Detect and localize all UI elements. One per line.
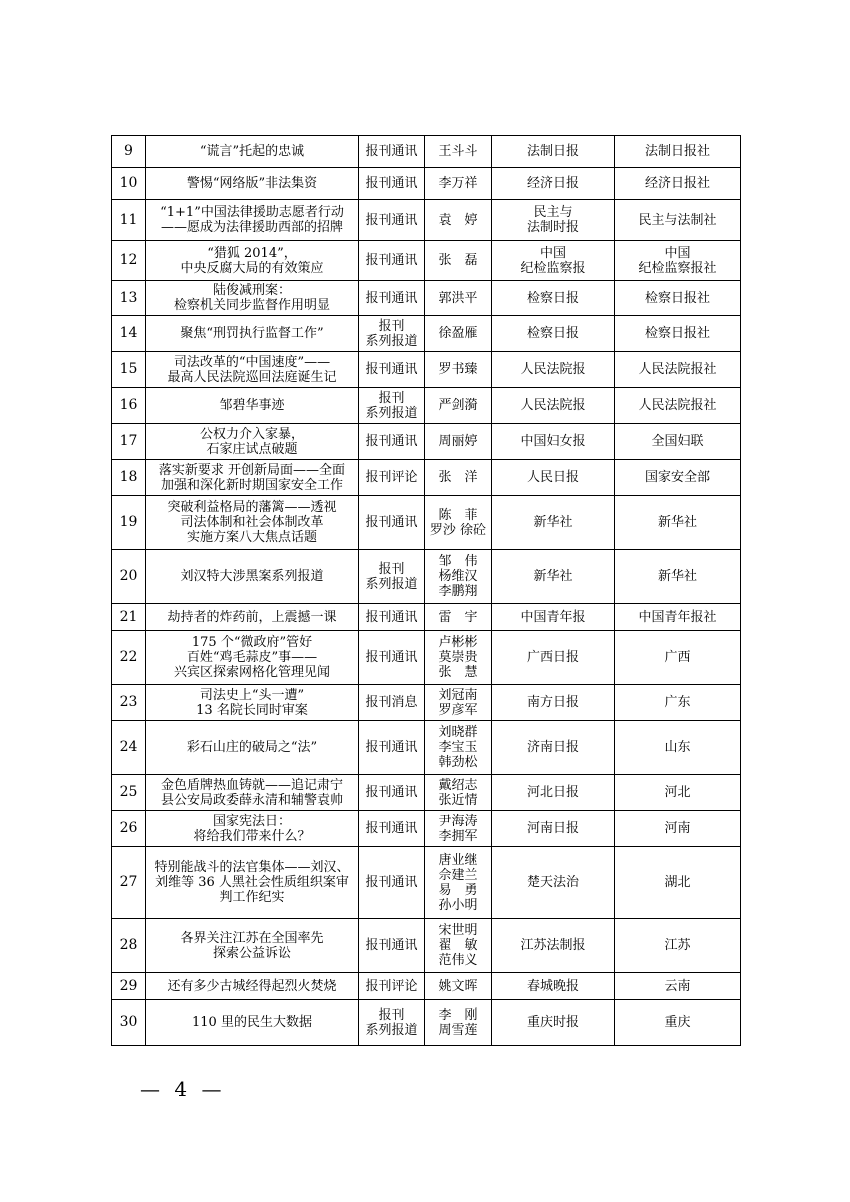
cell-author: 雷 宇 — [425, 604, 492, 631]
table-row — [112, 460, 741, 496]
cell-author: 宋世明 翟 敏 范伟义 — [425, 919, 492, 973]
cell-title: 突破利益格局的藩篱——透视 司法体制和社会体制改革 实施方案八大焦点话题 — [146, 496, 359, 550]
cell-author: 徐盈雁 — [425, 316, 492, 352]
cell-unit: 检察日报社 — [615, 316, 741, 352]
cell-author: 陈 菲 罗沙 徐砼 — [425, 496, 492, 550]
cell-type: 报刊通讯 — [359, 241, 425, 281]
cell-type: 报刊通讯 — [359, 811, 425, 847]
cell-number: 25 — [112, 775, 146, 811]
cell-number: 27 — [112, 847, 146, 919]
cell-media: 中国青年报 — [492, 604, 615, 631]
cell-type: 报刊 系列报道 — [359, 388, 425, 424]
cell-unit: 检察日报社 — [615, 281, 741, 316]
cell-media: 中国 纪检监察报 — [492, 241, 615, 281]
cell-title: 还有多少古城经得起烈火焚烧 — [146, 973, 359, 1000]
cell-author: 袁 婷 — [425, 200, 492, 241]
cell-title: 金色盾牌热血铸就——追记肃宁 县公安局政委薛永清和辅警袁帅 — [146, 775, 359, 811]
cell-number: 20 — [112, 550, 146, 604]
table-row — [112, 550, 741, 604]
cell-number: 22 — [112, 631, 146, 685]
cell-type: 报刊通讯 — [359, 721, 425, 775]
cell-media: 经济日报 — [492, 168, 615, 200]
cell-number: 16 — [112, 388, 146, 424]
cell-number: 26 — [112, 811, 146, 847]
cell-unit: 新华社 — [615, 496, 741, 550]
cell-type: 报刊通讯 — [359, 919, 425, 973]
table-row — [112, 973, 741, 1000]
cell-type: 报刊评论 — [359, 973, 425, 1000]
awards-table — [111, 135, 741, 1046]
cell-number: 11 — [112, 200, 146, 241]
cell-title: 国家宪法日： 将给我们带来什么？ — [146, 811, 359, 847]
cell-title: 各界关注江苏在全国率先 探索公益诉讼 — [146, 919, 359, 973]
cell-author: 严剑漪 — [425, 388, 492, 424]
cell-title: 陆俊减刑案： 检察机关同步监督作用明显 — [146, 281, 359, 316]
table-row — [112, 424, 741, 460]
cell-unit: 民主与法制社 — [615, 200, 741, 241]
cell-type: 报刊 系列报道 — [359, 550, 425, 604]
cell-media: 人民日报 — [492, 460, 615, 496]
cell-author: 郭洪平 — [425, 281, 492, 316]
cell-media: 河北日报 — [492, 775, 615, 811]
cell-number: 9 — [112, 136, 146, 168]
table-row — [112, 352, 741, 388]
cell-unit: 重庆 — [615, 1000, 741, 1046]
cell-unit: 江苏 — [615, 919, 741, 973]
cell-type: 报刊通讯 — [359, 775, 425, 811]
cell-type: 报刊 系列报道 — [359, 316, 425, 352]
cell-unit: 人民法院报社 — [615, 352, 741, 388]
cell-title: 司法史上“头一遭” 13 名院长同时审案 — [146, 685, 359, 721]
cell-author: 王斗斗 — [425, 136, 492, 168]
cell-unit: 法制日报社 — [615, 136, 741, 168]
cell-number: 30 — [112, 1000, 146, 1046]
table-body — [112, 136, 741, 1046]
cell-type: 报刊通讯 — [359, 136, 425, 168]
cell-author: 周丽婷 — [425, 424, 492, 460]
cell-media: 南方日报 — [492, 685, 615, 721]
cell-author: 张 洋 — [425, 460, 492, 496]
cell-unit: 经济日报社 — [615, 168, 741, 200]
table-row — [112, 1000, 741, 1046]
cell-media: 民主与 法制时报 — [492, 200, 615, 241]
cell-title: “谎言”托起的忠诚 — [146, 136, 359, 168]
table-row — [112, 919, 741, 973]
cell-title: 特别能战斗的法官集体——刘汉、 刘维等 36 人黑社会性质组织案审 判工作纪实 — [146, 847, 359, 919]
cell-number: 29 — [112, 973, 146, 1000]
cell-unit: 湖北 — [615, 847, 741, 919]
cell-author: 卢彬彬 莫崇贵 张 慧 — [425, 631, 492, 685]
cell-author: 张 磊 — [425, 241, 492, 281]
cell-type: 报刊通讯 — [359, 847, 425, 919]
cell-number: 18 — [112, 460, 146, 496]
cell-title: 警惕“网络版”非法集资 — [146, 168, 359, 200]
cell-unit: 新华社 — [615, 550, 741, 604]
cell-type: 报刊通讯 — [359, 352, 425, 388]
cell-number: 24 — [112, 721, 146, 775]
table-row — [112, 168, 741, 200]
cell-title: 邹碧华事迹 — [146, 388, 359, 424]
cell-media: 重庆时报 — [492, 1000, 615, 1046]
table-row — [112, 388, 741, 424]
table-row — [112, 775, 741, 811]
cell-number: 13 — [112, 281, 146, 316]
cell-media: 法制日报 — [492, 136, 615, 168]
cell-unit: 云南 — [615, 973, 741, 1000]
cell-media: 检察日报 — [492, 281, 615, 316]
cell-media: 河南日报 — [492, 811, 615, 847]
cell-title: 劫持者的炸药前，上震撼一课 — [146, 604, 359, 631]
cell-unit: 河南 — [615, 811, 741, 847]
cell-media: 济南日报 — [492, 721, 615, 775]
cell-author: 李万祥 — [425, 168, 492, 200]
cell-type: 报刊通讯 — [359, 281, 425, 316]
cell-type: 报刊通讯 — [359, 496, 425, 550]
cell-number: 28 — [112, 919, 146, 973]
table-row — [112, 316, 741, 352]
cell-media: 中国妇女报 — [492, 424, 615, 460]
cell-media: 新华社 — [492, 550, 615, 604]
table-row — [112, 496, 741, 550]
cell-type: 报刊通讯 — [359, 168, 425, 200]
cell-unit: 广东 — [615, 685, 741, 721]
cell-title: 彩石山庄的破局之“法” — [146, 721, 359, 775]
cell-type: 报刊 系列报道 — [359, 1000, 425, 1046]
cell-number: 10 — [112, 168, 146, 200]
table-row — [112, 281, 741, 316]
cell-author: 姚文晖 — [425, 973, 492, 1000]
table-row — [112, 811, 741, 847]
cell-media: 广西日报 — [492, 631, 615, 685]
cell-title: “猎狐 2014”， 中央反腐大局的有效策应 — [146, 241, 359, 281]
table-row — [112, 604, 741, 631]
cell-author: 戴绍志 张近情 — [425, 775, 492, 811]
cell-type: 报刊评论 — [359, 460, 425, 496]
cell-type: 报刊通讯 — [359, 631, 425, 685]
cell-title: 聚焦“刑罚执行监督工作” — [146, 316, 359, 352]
cell-media: 楚天法治 — [492, 847, 615, 919]
table-row — [112, 721, 741, 775]
cell-author: 邹 伟 杨维汉 李鹏翔 — [425, 550, 492, 604]
table-row — [112, 847, 741, 919]
cell-unit: 人民法院报社 — [615, 388, 741, 424]
cell-number: 12 — [112, 241, 146, 281]
cell-media: 新华社 — [492, 496, 615, 550]
table-row — [112, 136, 741, 168]
cell-title: 落实新要求 开创新局面——全面 加强和深化新时期国家安全工作 — [146, 460, 359, 496]
cell-number: 14 — [112, 316, 146, 352]
cell-unit: 广西 — [615, 631, 741, 685]
cell-media: 春城晚报 — [492, 973, 615, 1000]
cell-title: 110 里的民生大数据 — [146, 1000, 359, 1046]
cell-media: 人民法院报 — [492, 388, 615, 424]
cell-type: 报刊通讯 — [359, 200, 425, 241]
table-row — [112, 685, 741, 721]
cell-number: 23 — [112, 685, 146, 721]
cell-title: “1+1”中国法律援助志愿者行动 ——愿成为法律援助西部的招牌 — [146, 200, 359, 241]
cell-author: 唐业继 佘建兰 易 勇 孙小明 — [425, 847, 492, 919]
table-row — [112, 631, 741, 685]
cell-number: 17 — [112, 424, 146, 460]
cell-unit: 山东 — [615, 721, 741, 775]
cell-title: 175 个“微政府”管好 百姓“鸡毛蒜皮”事—— 兴宾区探索网格化管理见闻 — [146, 631, 359, 685]
cell-unit: 中国青年报社 — [615, 604, 741, 631]
cell-number: 15 — [112, 352, 146, 388]
cell-title: 刘汉特大涉黑案系列报道 — [146, 550, 359, 604]
cell-media: 江苏法制报 — [492, 919, 615, 973]
cell-type: 报刊消息 — [359, 685, 425, 721]
cell-unit: 国家安全部 — [615, 460, 741, 496]
page-number: — 4 — — [140, 1077, 226, 1101]
cell-type: 报刊通讯 — [359, 604, 425, 631]
cell-author: 刘晓群 李宝玉 韩劲松 — [425, 721, 492, 775]
table-row — [112, 241, 741, 281]
cell-unit: 河北 — [615, 775, 741, 811]
cell-author: 刘冠南 罗彦军 — [425, 685, 492, 721]
cell-number: 21 — [112, 604, 146, 631]
cell-author: 罗书臻 — [425, 352, 492, 388]
cell-title: 公权力介入家暴， 石家庄试点破题 — [146, 424, 359, 460]
table-row — [112, 200, 741, 241]
cell-unit: 中国 纪检监察报社 — [615, 241, 741, 281]
cell-author: 尹海涛 李拥军 — [425, 811, 492, 847]
cell-unit: 全国妇联 — [615, 424, 741, 460]
cell-title: 司法改革的“中国速度”—— 最高人民法院巡回法庭诞生记 — [146, 352, 359, 388]
cell-type: 报刊通讯 — [359, 424, 425, 460]
cell-media: 检察日报 — [492, 316, 615, 352]
cell-number: 19 — [112, 496, 146, 550]
cell-media: 人民法院报 — [492, 352, 615, 388]
cell-author: 李 刚 周雪莲 — [425, 1000, 492, 1046]
